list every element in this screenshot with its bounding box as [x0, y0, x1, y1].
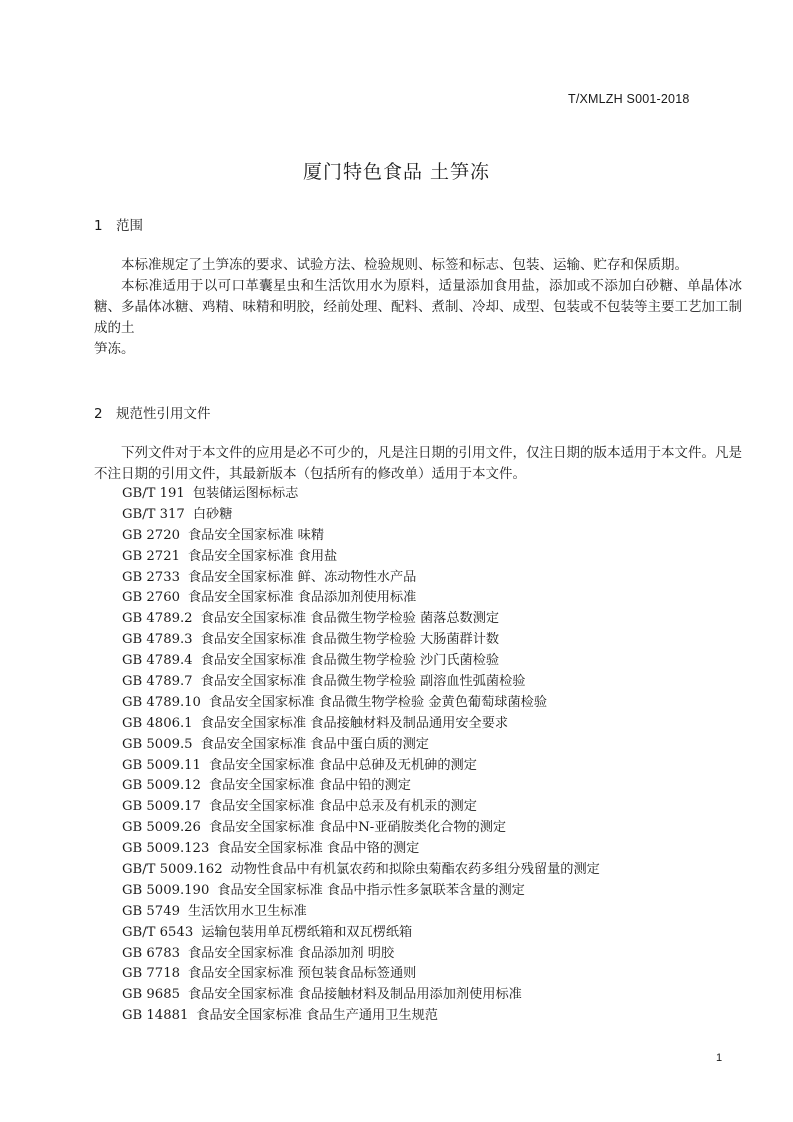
reference-code: GB/T 317 — [122, 506, 185, 522]
reference-code: GB 5009.190 — [122, 882, 210, 898]
reference-code: GB 5009.26 — [122, 820, 201, 836]
references-intro: 下列文件对于本文件的应用是必不可少的，凡是注日期的引用文件，仅注日期的版本适用于本文件。凡是不注日期的引用文件，其最新版本（包括所有的修改单）适用于本文件。 — [94, 445, 742, 482]
reference-code: GB 5009.12 — [122, 778, 201, 794]
reference-code: GB 4789.4 — [122, 653, 193, 669]
reference-item — [122, 964, 600, 985]
scope-paragraph-2: 本标准适用于以可口革囊星虫和生活饮用水为原料，适量添加食用盐，添加或不添加白砂糖、单晶体冰糖、多晶体冰糖、鸡精、味精和明胶，经前处理、配料、煮制、冷却、成型、包装或不包装等主要工艺加工制成的土 — [94, 278, 742, 336]
reference-item — [122, 609, 600, 630]
reference-title: 食品安全国家标准 食品中N-亚硝胺类化合物的测定 — [208, 820, 507, 836]
reference-code: GB/T 191 — [122, 486, 185, 501]
reference-item — [122, 818, 600, 839]
reference-item — [122, 714, 600, 735]
reference-title: 食品安全国家标准 食品中铅的测定 — [208, 778, 411, 794]
scope-paragraph-1: 本标准规定了土笋冻的要求、试验方法、检验规则、标签和标志、包装、运输、贮存和保质期。 — [121, 257, 688, 273]
reference-code: GB 4789.2 — [122, 611, 193, 627]
section-number: 1 — [94, 218, 103, 234]
reference-item — [122, 547, 600, 568]
reference-title: 食品安全国家标准 预包装食品标签通则 — [187, 966, 417, 982]
reference-title: 食品安全国家标准 食品微生物学检验 菌落总数测定 — [200, 611, 500, 627]
reference-title: 食品安全国家标准 食品中指示性多氯联苯含量的测定 — [217, 882, 525, 898]
scope-paragraph-2-continued: 笋冻。 — [94, 341, 135, 357]
reference-item — [122, 505, 600, 526]
reference-code: GB 4789.3 — [122, 632, 193, 648]
reference-title: 食品安全国家标准 食品微生物学检验 大肠菌群计数 — [200, 632, 500, 648]
reference-code: GB 6783 — [122, 945, 180, 961]
reference-item — [122, 860, 600, 881]
reference-item — [122, 944, 600, 965]
reference-item — [122, 756, 600, 777]
reference-title: 运输包装用单瓦楞纸箱和双瓦楞纸箱 — [201, 924, 413, 940]
reference-title: 食品安全国家标准 食品中铬的测定 — [217, 841, 420, 857]
reference-item — [122, 1006, 600, 1027]
reference-code: GB 2760 — [122, 590, 180, 606]
reference-code: GB 5009.17 — [122, 799, 201, 815]
section-heading-references — [94, 402, 211, 422]
reference-code: GB 14881 — [122, 1008, 189, 1024]
reference-title: 食品安全国家标准 鲜、冻动物性水产品 — [187, 569, 417, 585]
reference-item — [122, 651, 600, 672]
reference-item — [122, 735, 600, 756]
reference-item — [122, 630, 600, 651]
reference-code: GB 5009.5 — [122, 736, 193, 752]
reference-code: GB 2721 — [122, 548, 180, 564]
reference-item — [122, 797, 600, 818]
reference-item — [122, 672, 600, 693]
reference-code: GB 4789.10 — [122, 694, 201, 710]
reference-list — [122, 484, 600, 1027]
reference-title: 食品安全国家标准 食品生产通用卫生规范 — [196, 1008, 438, 1024]
reference-code: GB 9685 — [122, 987, 180, 1003]
reference-code: GB 5749 — [122, 903, 180, 919]
reference-title: 生活饮用水卫生标准 — [187, 903, 307, 919]
reference-title: 食品安全国家标准 食品微生物学检验 副溶血性弧菌检验 — [200, 674, 526, 690]
section-title: 规范性引用文件 — [116, 406, 211, 422]
standard-code: T/XMLZH S001-2018 — [568, 92, 690, 106]
reference-title: 食品安全国家标准 食品中总砷及无机砷的测定 — [208, 757, 477, 773]
section-heading-scope — [94, 214, 143, 234]
section-number: 2 — [94, 406, 103, 422]
reference-title: 动物性食品中有机氯农药和拟除虫菊酯农药多组分残留量的测定 — [230, 862, 600, 878]
reference-title: 食品安全国家标准 食品中总汞及有机汞的测定 — [208, 799, 477, 815]
reference-code: GB 4806.1 — [122, 715, 193, 731]
reference-item — [122, 839, 600, 860]
reference-title: 食品安全国家标准 食品添加剂 明胶 — [187, 945, 395, 961]
reference-item — [122, 902, 600, 923]
reference-item — [122, 484, 600, 505]
section-title: 范围 — [116, 218, 143, 234]
document-title: 厦门特色食品 土笋冻 — [302, 161, 491, 183]
reference-code: GB 5009.123 — [122, 841, 210, 857]
reference-title: 食品安全国家标准 食品接触材料及制品通用安全要求 — [200, 715, 509, 731]
reference-title: 白砂糖 — [192, 506, 233, 522]
reference-title: 食品安全国家标准 食品添加剂使用标准 — [187, 590, 417, 606]
reference-item — [122, 526, 600, 547]
reference-title: 包装储运图标标志 — [192, 486, 299, 501]
reference-code: GB 4789.7 — [122, 674, 193, 690]
reference-title: 食品安全国家标准 食品接触材料及制品用添加剂使用标准 — [187, 987, 522, 1003]
reference-item — [122, 881, 600, 902]
page-number: 1 — [716, 1052, 723, 1064]
reference-item — [122, 923, 600, 944]
reference-code: GB 2720 — [122, 527, 180, 543]
reference-item — [122, 776, 600, 797]
reference-code: GB 2733 — [122, 569, 180, 585]
reference-title: 食品安全国家标准 食用盐 — [187, 548, 338, 564]
reference-item — [122, 985, 600, 1006]
reference-title: 食品安全国家标准 食品中蛋白质的测定 — [200, 736, 429, 752]
reference-code: GB/T 5009.162 — [122, 862, 223, 878]
reference-item — [122, 568, 600, 589]
reference-code: GB 7718 — [122, 966, 180, 982]
reference-title: 食品安全国家标准 味精 — [187, 527, 325, 543]
reference-item — [122, 693, 600, 714]
reference-code: GB/T 6543 — [122, 924, 194, 940]
reference-title: 食品安全国家标准 食品微生物学检验 沙门氏菌检验 — [200, 653, 500, 669]
reference-title: 食品安全国家标准 食品微生物学检验 金黄色葡萄球菌检验 — [208, 694, 548, 710]
reference-item — [122, 588, 600, 609]
reference-code: GB 5009.11 — [122, 757, 201, 773]
